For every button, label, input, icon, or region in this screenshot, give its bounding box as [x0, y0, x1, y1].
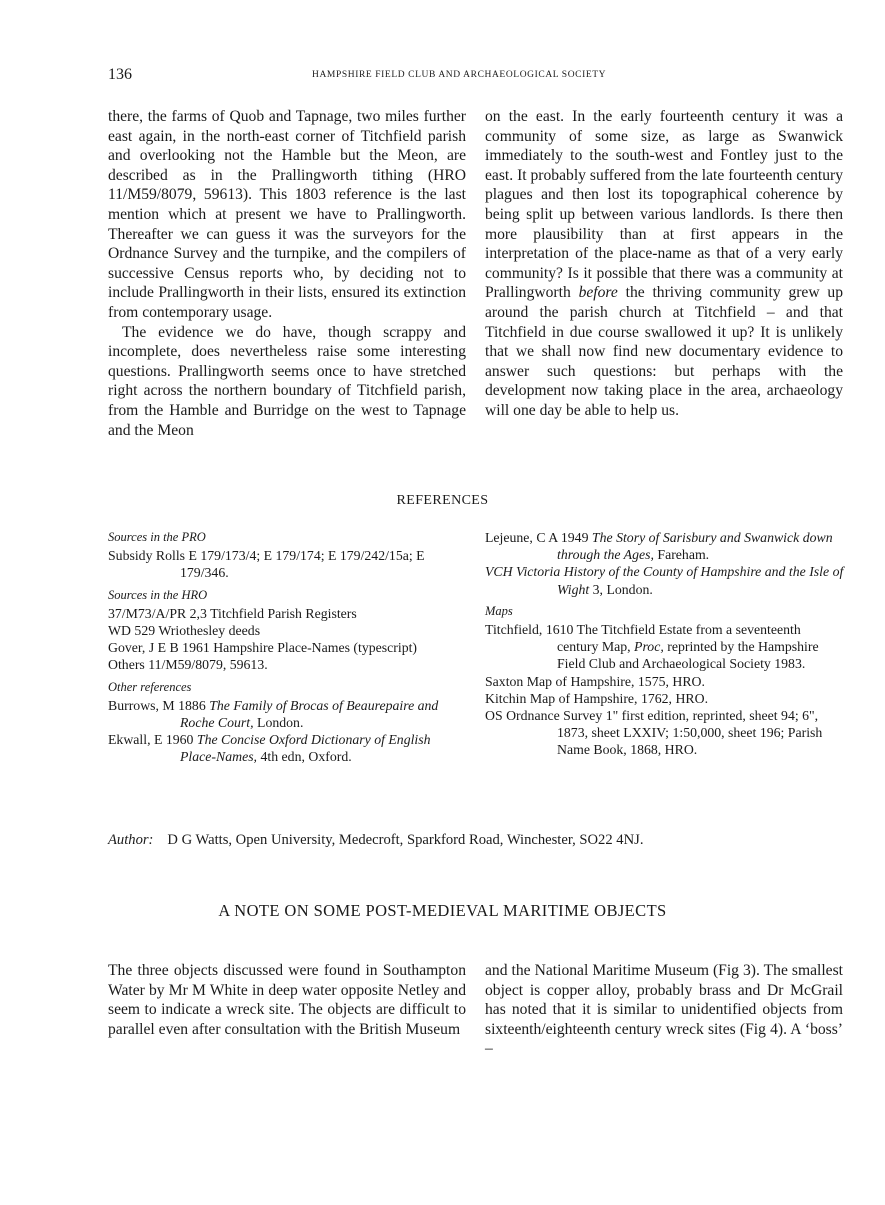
reference-entry: Subsidy Rolls E 179/173/4; E 179/174; E 179/242/15a; E 179/346. — [108, 548, 425, 581]
reference-section-heading: Sources in the PRO — [108, 530, 206, 544]
references-column-left — [108, 529, 468, 766]
article-column-left — [108, 107, 466, 440]
paragraph — [485, 107, 843, 421]
reference-entry: WD 529 Wriothesley deeds — [108, 623, 261, 639]
text-run: on the east. In the early fourteenth century it was a community of some size, as large as Swanwick immediately to the south-west and Fontley just to the east. It probably suffered from the late fourteenth century plagues and then lost its topographical coherence by being split up between various landlords. Is there then more plausibility than at first appears in the interpretation of the place-name as that of a very early community? Is it possible that there was a community at Prallingworth — [485, 108, 843, 302]
article2-column-right — [485, 961, 843, 1059]
paragraph: there, the farms of Quob and Tapnage, two miles further east again, in the north-east corner of Titchfield parish and overlooking not the Hamble but the Meon, are described as in the Prallingworth tithing (HRO 11/M59/8079, 59613). This 1803 reference is the last mention which at present we have to Prallingworth. Thereafter we can guess it was the surveyors for the Ordnance Survey and the turnpike, and the compilers of successive Census reports who, by deciding not to include Prallingworth in their lists, ensured its extinction from contemporary usage. — [108, 108, 466, 321]
text-run: Lejeune, C A 1949 — [485, 530, 592, 545]
article-title: A NOTE ON SOME POST-MEDIEVAL MARITIME OBJECTS — [218, 901, 667, 920]
reference-title: Victoria History of the County of Hampshire and the Isle of Wight — [516, 564, 844, 597]
references-column-right — [485, 529, 845, 759]
reference-abbrev: VCH — [485, 564, 517, 580]
reference-title: Proc, — [634, 639, 664, 655]
reference-entry — [485, 529, 845, 563]
text-run: the thriving community grew up around the parish church at Titchfield – and that Titchfield in due course swallowed it up? It is unlikely that we shall now find new documentary evidence to answer such questions: but perhaps with the development now taking place in the area, archaeology will one day be able to help us. — [485, 284, 843, 419]
reference-entry: Kitchin Map of Hampshire, 1762, HRO. — [485, 690, 709, 706]
reference-section-heading: Other references — [108, 679, 192, 694]
reference-entry: Others 11/M59/8079, 59613. — [108, 657, 268, 673]
reference-entry: OS Ordnance Survey 1" first edition, reprinted, sheet 94; 6", 1873, sheet LXXIV; 1:50,000, sheet 196; Parish Name Book, 1868, HRO. — [485, 708, 823, 758]
text-run: reprinted by the Hampshire Field Club and Archaeological Society 1983. — [557, 639, 819, 672]
reference-entry — [485, 621, 845, 673]
reference-title: The Story of Sarisbury and Swanwick down through the Ages, — [557, 530, 833, 563]
article-column-right — [485, 107, 843, 421]
paragraph: The evidence we do have, though scrappy and incomplete, does nevertheless raise some interesting questions. Prallingworth seems once to have stretched right across the northern boundary of Titchfield parish, from the Hamble and Burridge on the west to Tapnage and the Meon — [108, 323, 466, 439]
reference-section-heading: Maps — [485, 603, 513, 618]
running-head: HAMPSHIRE FIELD CLUB AND ARCHAEOLOGICAL SOCIETY — [312, 70, 607, 80]
page-number: 136 — [108, 66, 132, 83]
author-line — [108, 832, 848, 849]
emphasis: before — [578, 284, 618, 302]
text-run: 4th edn, Oxford. — [257, 749, 352, 765]
reference-title: The Concise Oxford Dictionary of English Place-Names, — [180, 732, 431, 765]
reference-title: The Family of Brocas of Beaurepaire and Roche Court, — [180, 697, 439, 731]
text-run: Titchfield, 1610 The Titchfield Estate from a seventeenth century Map, — [485, 622, 801, 655]
reference-section-heading: Sources in the HRO — [108, 587, 208, 602]
paragraph: The three objects discussed were found in Southampton Water by Mr M White in deep water opposite Netley and seem to indicate a wreck site. The objects are difficult to parallel even after consultation with the British Museum — [108, 962, 466, 1038]
reference-entry: Gover, J E B 1961 Hampshire Place-Names (typescript) — [108, 640, 418, 656]
article2-column-left — [108, 961, 466, 1039]
reference-entry — [485, 563, 845, 597]
reference-entry — [108, 731, 468, 765]
text-run: Burrows, M 1886 — [108, 697, 210, 713]
author-label: Author: — [108, 832, 154, 848]
text-run: 3, London. — [589, 581, 653, 597]
text-run: London. — [253, 715, 304, 731]
references-heading: REFERENCES — [396, 493, 489, 508]
text-run: Ekwall, E 1960 — [108, 732, 197, 748]
reference-entry: Saxton Map of Hampshire, 1575, HRO. — [485, 673, 705, 689]
author-text: D G Watts, Open University, Medecroft, Sparkford Road, Winchester, SO22 4NJ. — [167, 832, 644, 848]
reference-entry: 37/M73/A/PR 2,3 Titchfield Parish Registers — [108, 605, 357, 621]
text-run: Fareham. — [653, 547, 710, 563]
reference-entry — [108, 697, 468, 731]
paragraph: and the National Maritime Museum (Fig 3). The smallest object is copper alloy, probably brass and Dr McGrail has noted that it is similar to unidentified objects from sixteenth/eighteenth century wreck sites (Fig 4). A ‘boss’ – — [485, 962, 843, 1058]
